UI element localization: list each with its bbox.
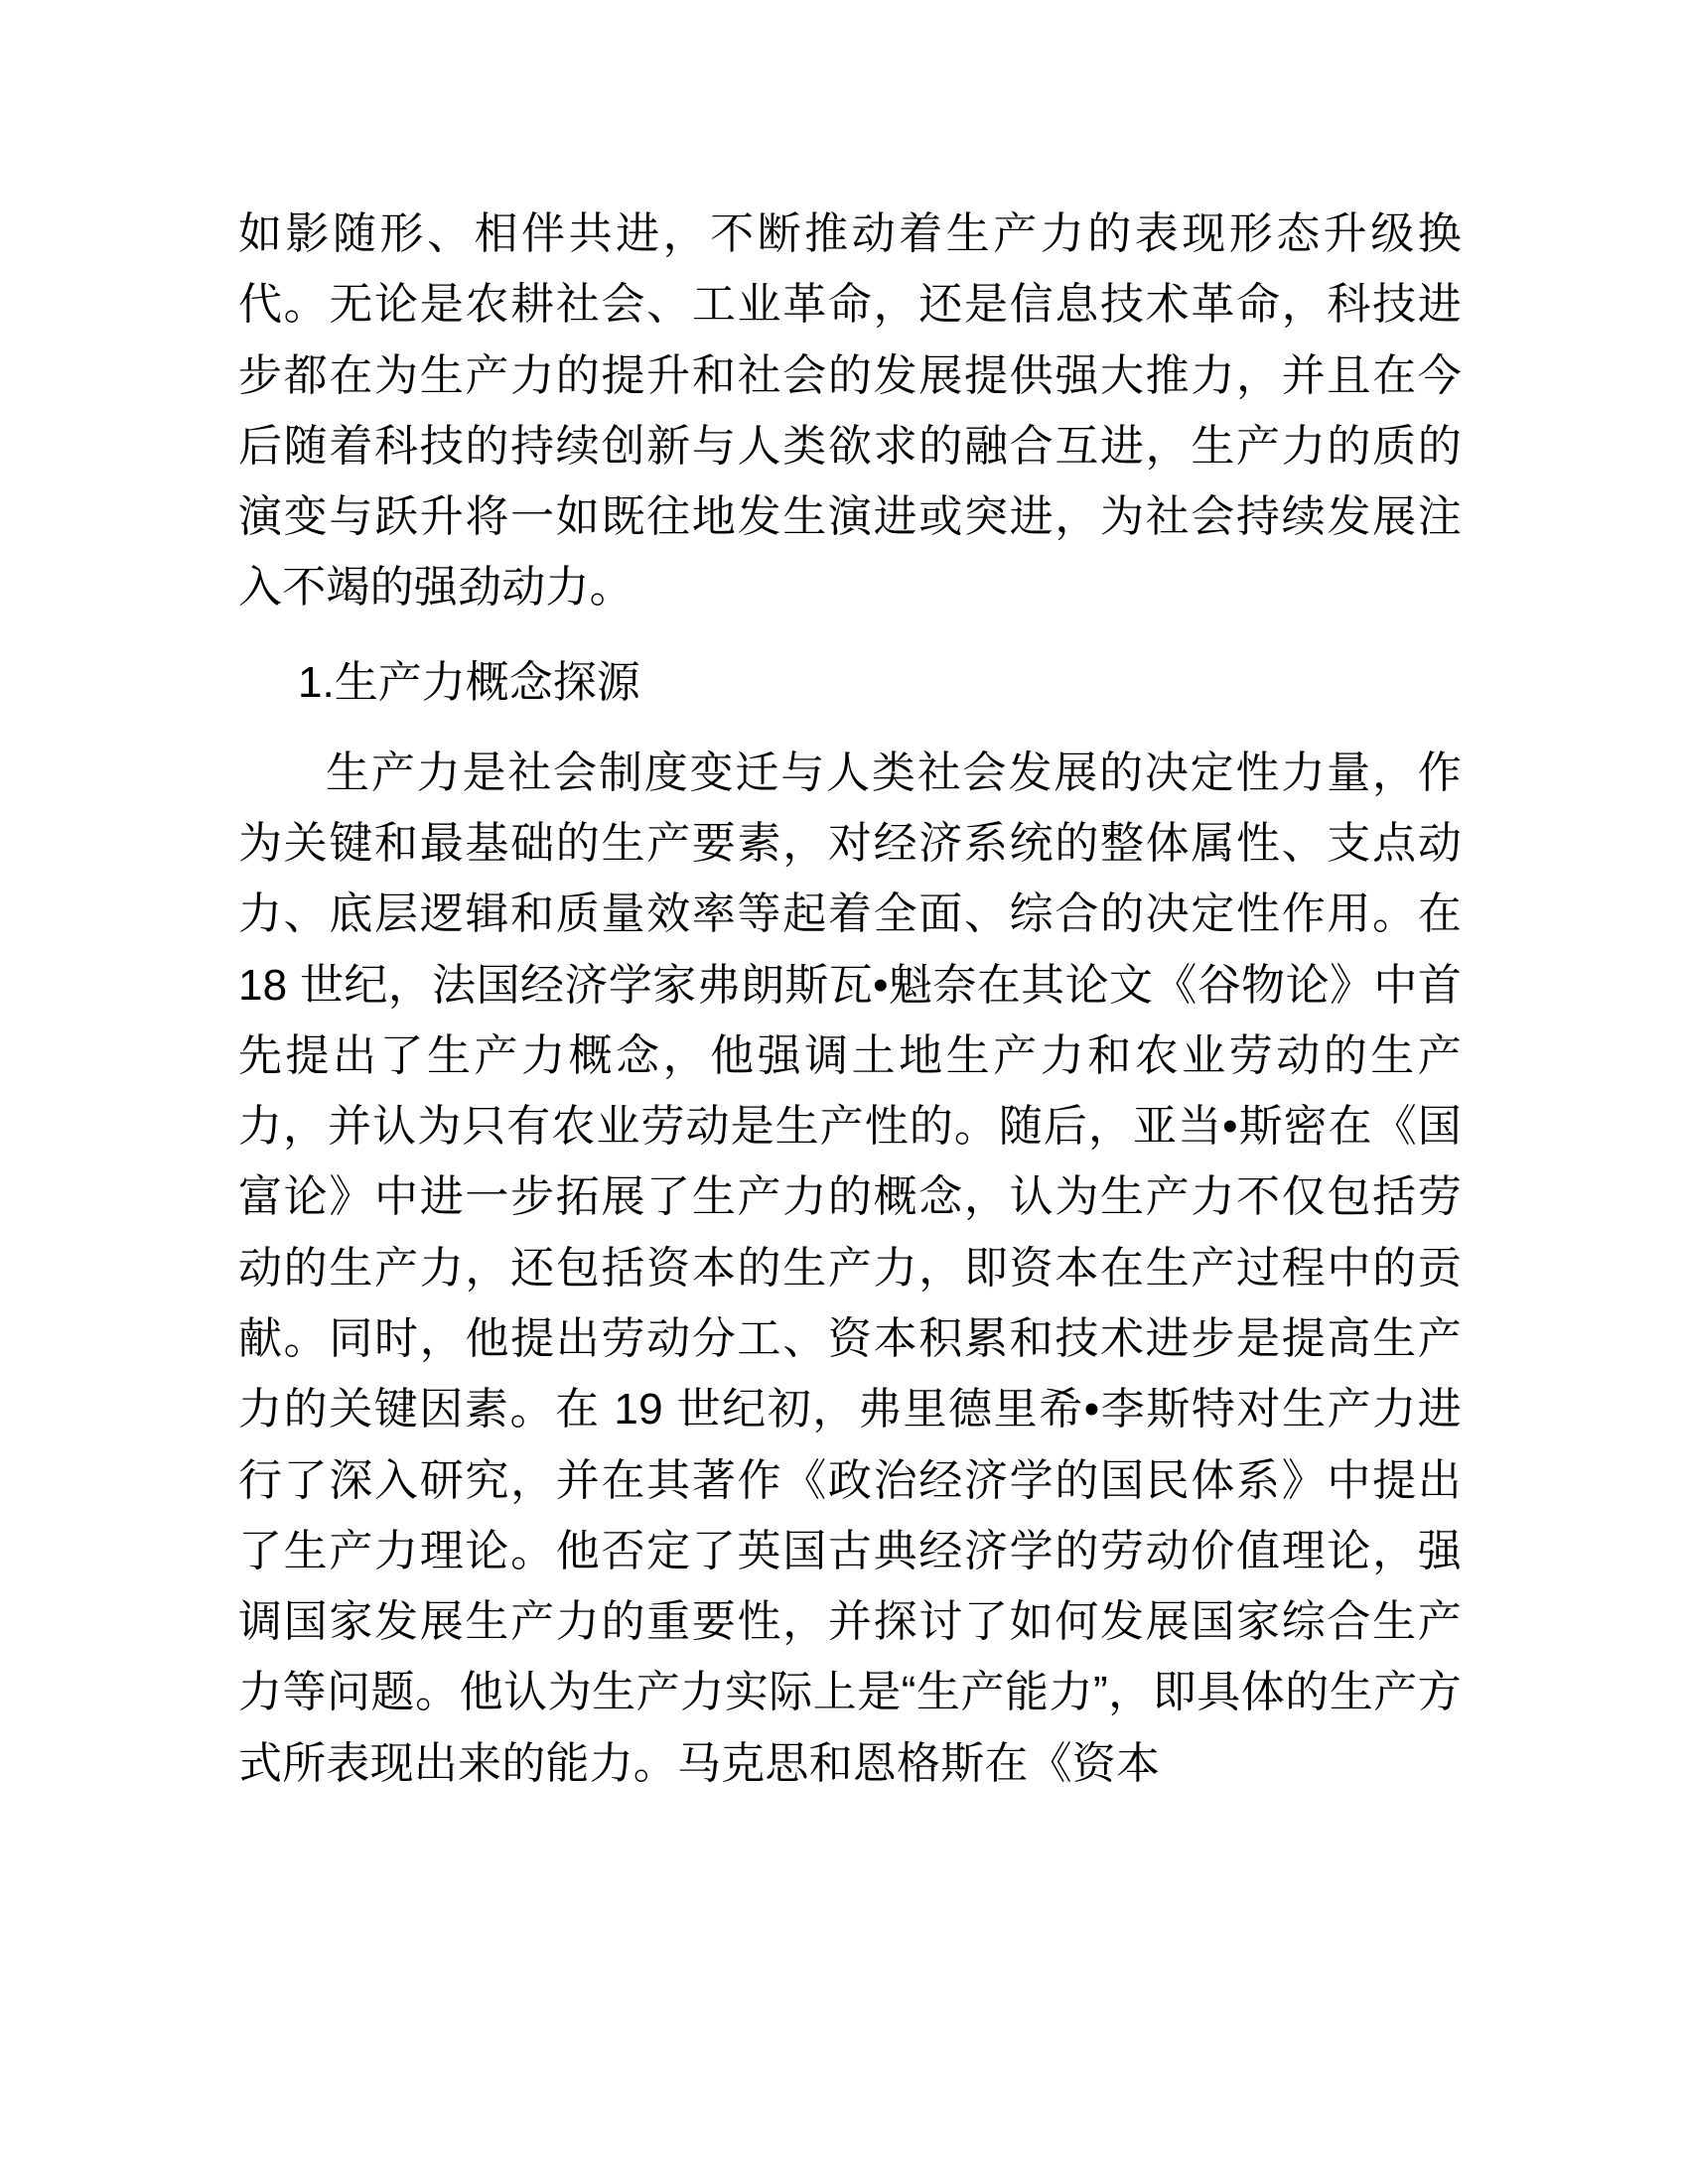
paragraph-productivity-origin: 生产力是社会制度变迁与人类社会发展的决定性力量，作为关键和最基础的生产要素，对经济系统的整体属性、支点动力、底层逻辑和质量效率等起着全面、综合的决定性作用。在 18 世纪，法国经济学家弗朗斯瓦•魁奈在其论文《谷物论》中首先提出了生产力概念，他强调土地生产力和农业劳动的生产力，并认为只有农业劳动是生产性的。随后，亚当•斯密在《国富论》中进一步拓展了生产力的概念，认为生产力不仅包括劳动的生产力，还包括资本的生产力，即资本在生产过程中的贡献。同时，他提出劳动分工、资本积累和技术进步是提高生产力的关键因素。在 19 世纪初，弗里德里希•李斯特对生产力进行了深入研究，并在其著作《政治经济学的国民体系》中提出了生产力理论。他否定了英国古典经济学的劳动价值理论，强调国家发展生产力的重要性，并探讨了如何发展国家综合生产力等问题。他认为生产力实际上是“生产能力”，即具体的生产方式所表现出来的能力。马克思和恩格斯在《资本 xyxy=(238,748,1462,1788)
document-body xyxy=(238,199,1462,1799)
paragraph-continuation: 如影随形、相伴共进，不断推动着生产力的表现形态升级换代。无论是农耕社会、工业革命，还是信息技术革命，科技进步都在为生产力的提升和社会的发展提供强大推力，并且在今后随着科技的持续创新与人类欲求的融合互进，生产力的质的演变与跃升将一如既往地发生演进或突进，为社会持续发展注入不竭的强劲动力。 xyxy=(238,209,1462,613)
section-heading-1: 1.生产力概念探源 xyxy=(298,657,640,707)
